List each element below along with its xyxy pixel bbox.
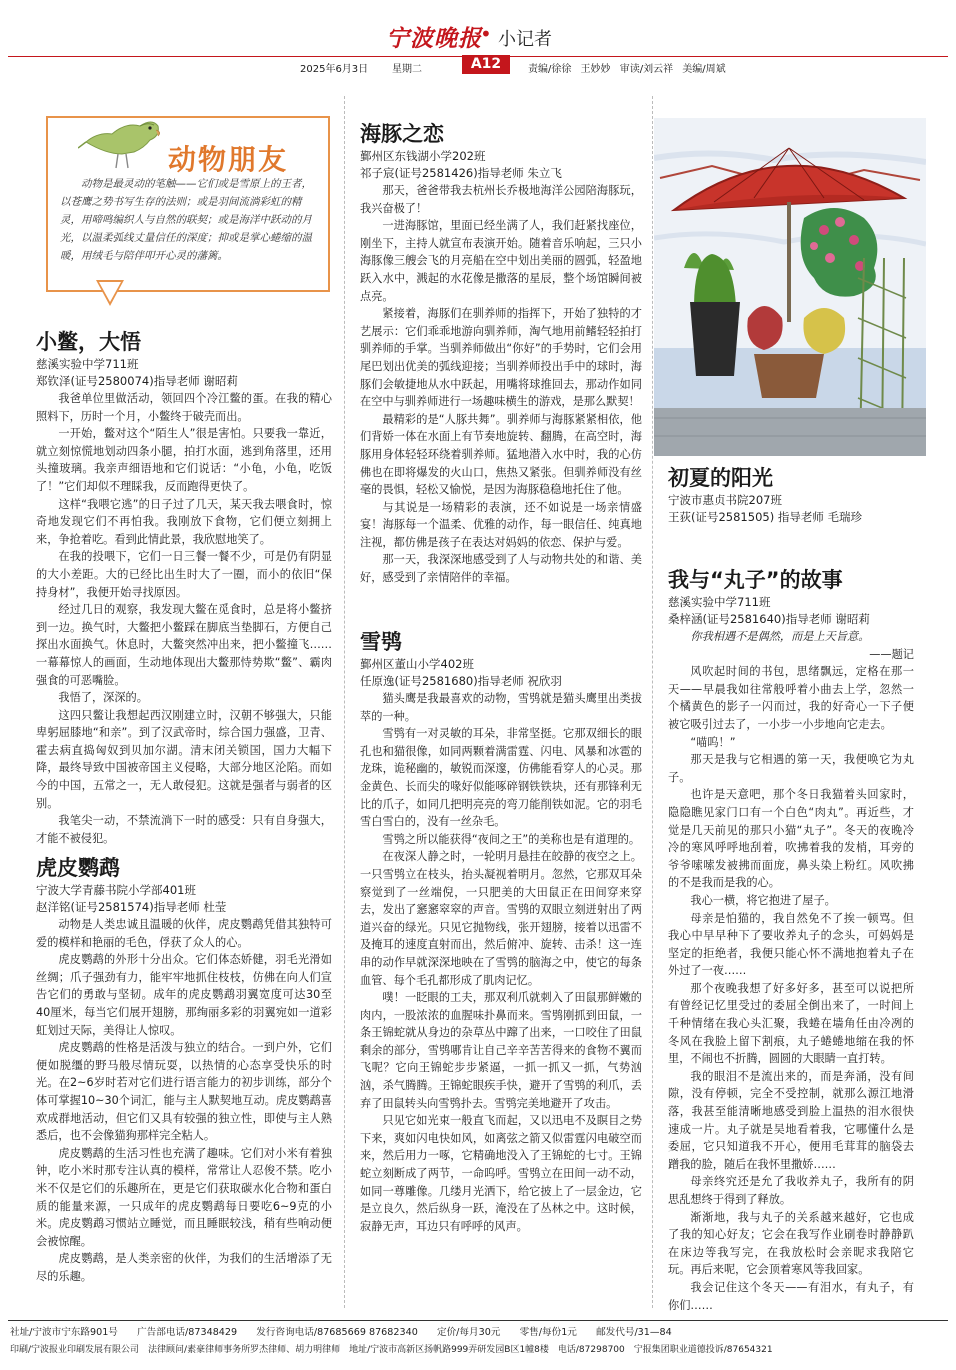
article-title: 虎皮鹦鹉 (36, 856, 120, 880)
paragraph: 与其说是一场精彩的表演，还不如说是一场亲情盛宴！海豚每一个温柔、优雅的动作，每一眼信任、纯真地注视，都仿佛是孩子在表达对妈妈的依恋、保护与爱。 (360, 500, 642, 549)
intro-title: 动物朋友 (168, 143, 289, 176)
article-school: 慈溪实验中学711班 (668, 595, 771, 609)
article-body (36, 390, 332, 847)
article-author: 任原逸(证号2581680)指导老师 祝欣羽 (360, 674, 562, 688)
article-snowy-owl (360, 628, 642, 1235)
paragraph: 虎皮鹦鹉，是人类亲密的伙伴，为我们的生活增添了无尽的乐趣。 (36, 1252, 332, 1283)
epigraph: 你我相遇不是偶然，而是上天旨意。 (690, 630, 870, 643)
intro-text: 动物是最灵动的笔触——它们或是雪原上的王者，以苍鹰之势书写生存的法则；或是羽间流淌彩虹的精灵，用啼鸣编织人与自然的联契；或是海洋中跃动的月光，以温柔弧线丈量信任的深度；抑或是掌心蜷缩的温暖，用绒毛与陪伴叩开心灵的藩篱。 (60, 178, 312, 262)
article-cat-wanzi (668, 566, 914, 1314)
epigraph-source: ——题记 (869, 647, 914, 661)
paragraph: 雪鸮有一对灵敏的耳朵，非常坚挺。它那双细长的眼孔也和猫很像，如同两颗着满雷霆、闪电、风暴和冰雹的龙珠，诡秘幽的，敏锐而深邃，仿佛能看穿人的心灵。那金黄色、长而尖的喙好似能啄碎钢铁铁块，还有那锋利无比的爪子，如同几把明亮亮的弯刀能削铁如泥。它的羽毛雪白雪白的，没有一丝杂毛。 (360, 727, 642, 829)
paragraph: 母亲是怕猫的，我自然免不了挨一顿骂。但我心中早早种下了要收养丸子的念头，可妈妈是坚定的拒绝者，我便只能心怀不满地抱着丸子在外过了一夜…… (668, 911, 914, 978)
paragraph: 我的眼泪不是流出来的，而是奔涌，没有间隙，没有停顿，完全不受控制，就那么源江地滑落，我甚至能清晰地感受到脸上温热的泪水很快速成一片。丸子就是吴地看着我，它哪懂什么是委屈，它只知道我不开心，便用毛茸茸的脑袋去蹭我的脸，随后在我怀里撒娇…… (668, 1069, 914, 1171)
paragraph: 虎皮鹦鹉的外形十分出众。它们体态娇健，羽毛光滑如丝绸；爪子强劲有力，能牢牢地抓住枝枝，仿佛在向人们宣告它们的勇敢与坚韧。成年的虎皮鹦鹉羽翼宽度可达30至40厘米，每当它们展开翅膀，那绚丽多彩的羽翼宛如一道彩虹划过天际，美得让人惊叹。 (36, 953, 332, 1037)
article-small-turtle (36, 328, 332, 847)
page-number: A12 (462, 55, 510, 74)
article-title: 海豚之恋 (360, 122, 444, 146)
editor-credits: 责编/徐徐 王妙妙 审读/刘云祥 美编/周斌 (528, 64, 726, 75)
article-body (360, 690, 642, 1235)
paragraph: 我会记住这个冬天——有泪水，有丸子，有你们…… (668, 1280, 914, 1312)
article-title: 我与“丸子”的故事 (668, 568, 843, 592)
article-school: 鄞州区东钱湖小学202班 (360, 149, 486, 163)
paragraph: 一开始，鳖对这个“陌生人”很是害怕。只要我一靠近，就立刻惊慌地划动四条小腿，拍打水面，逃到角落里，还用头撞玻璃。我亲声细语地和它们说话：“小龟，小龟，吃饭了！”它们却似不理睬我，反而跑得更快了。 (36, 427, 332, 493)
paragraph: 在我的投喂下，它们一日三餐一餐不少，可是仍有阴显的大小差距。大的已经比出生时大了一圈，而小的依旧“保持身材”，我便开始寻找原因。 (36, 550, 332, 599)
article-body (668, 628, 914, 1314)
paragraph: 我悟了，深深的。 (58, 691, 148, 705)
paragraph: 也许是天意吧，那个冬日我猫着头回家时，隐隐瞧见家门口有一个白色“肉丸”。再近些，才觉是几天前见的那只小猫“丸子”。冬天的夜晚冷冷的寒风呼呼地刮着，吹拂着我的发梢，耳旁的爷爷嗦嗦发被拂而面庞，鼻头染上粉红。风吹拂的不是我而是我的心。 (668, 788, 914, 890)
paragraph: 那天，爸爸带我去杭州长乔极地海洋公园陪海豚玩，我兴奋极了！ (360, 184, 642, 215)
footer-info-line2: 印刷/宁波报业印刷发展有限公司 法律顾问/素豪律师事务所罗杰律师、胡力明律师 地址/宁波市高新区扬帆路999弄研发园B区1幢8楼 电话/87298700 宁报集团职业道德投诉/87654321 (10, 1345, 773, 1355)
article-school: 慈溪实验中学711班 (36, 357, 139, 371)
paragraph: 渐渐地，我与丸子的关系越来越好，它也成了我的知心好友；它会在我写作业刷卷时静静趴在床边等我写完，在我放松时会亲昵求我陪它玩。再后来呢，它会顶着寒风等我回家。 (668, 1210, 914, 1277)
paragraph: 在夜深人静之时，一轮明月悬挂在皎静的夜空之上。一只雪鸮立在枝头，抬头凝视着明月。忽然，它那双耳朵察觉到了一丝端倪，一只肥美的大田鼠正在田间穿来穿去，发出了窸窸窣窣的声音。雪鸮的双眼立刻迸射出了两道兴奋的绿光。只见它抛物线，张开翅膀，接着以迅雷不及掩耳的速度直射而出，然后俯冲、旋转、击杀！这一连串的动作早就深深地映在了雪鸮的脑海之中，使它的每条血管、每个毛孔都形成了肌肉记忆。 (360, 850, 642, 987)
paragraph: 这样“我喂它逃”的日子过了几天，某天我去喂食时，惊奇地发现它们不再怕我。我刚放下食物，它们便立刻拥上来，争抢着吃。看到此情此景，我欣慰地笑了。 (36, 497, 332, 546)
footer-rule (8, 1320, 948, 1321)
section-name: 小记者 (498, 29, 552, 50)
paragraph: 这四只鳖让我想起西汉刚建立时，汉朝不够强大，只能卑躬屈膝地“和亲”。到了汉武帝时，综合国力强盛，卫青、霍去病直捣匈奴到贝加尔湖。清末闭关锁国，国力大幅下降，最终导致中国被帝国主义侵略，大部分地区沦陷。而如今的中国，五常之一，无人敢侵犯。这就是强者与弱者的区别。 (36, 708, 332, 810)
article-author: 郑钦泽(证号2580074)指导老师 谢昭莉 (36, 374, 238, 388)
paragraph: 噗！一眨眼的工夫，那双利爪就刺入了田鼠那鲜嫩的肉内，一股浓浓的血腥味扑鼻而来。雪鸮刚抓到田鼠，一条王锦蛇就从身边的杂草丛中蹿了出来，一口咬住了田鼠剩余的部分，雪鸮哪肯让自己辛辛苦苦得来的食物不翼而飞呢？它向王锦蛇步步紧逼，一抓一抓又一抓，气势汹汹，杀气腾腾。王锦蛇眼疾手快，避开了雪鸮的利爪，丢弃了田鼠转头向雪鸮扑去。雪鸮完美地避开了攻击。 (360, 991, 642, 1110)
paragraph: 经过几日的观察，我发现大鳖在觅食时，总是将小鳖挤到一边。换气时，大鳖把小鳖踩在脚底当垫脚石，方便自己探出水面换气。休息时，大鳖突然冲出来，把小鳖撞飞……一幕幕惊人的画面，生动地体现出大鳖那恃势欺“鳖”、霸肉强食的可恶嘴脸。 (36, 603, 332, 687)
paragraph: 我心一横，将它抱进了屋子。 (690, 893, 836, 907)
paragraph: 我笔尖一动，不禁流淌下一时的感受：只有自身强大，才能不被侵犯。 (36, 814, 332, 845)
paragraph: 一进海豚馆，里面已经坐满了人，我们赶紧找座位，刚坐下，主持人就宣布表演开始。随着音乐响起，三只小海豚像三艘会飞的月亮船在空中划出美丽的圆弧，轻盈地跃入水中，溅起的水花像是撒落的星辰，整个场馆瞬间被点亮。 (360, 219, 642, 303)
parrot-illustration (78, 92, 170, 170)
paragraph: 雪鸮之所以能获得“夜间之王”的美称也是有道理的。 (382, 832, 641, 846)
article-school: 宁波大学青藤书院小学部401班 (36, 883, 196, 897)
paragraph: 风吹起时间的书包，思绪飘远，定格在那一天——早晨我如往常般呼着小曲去上学，忽然一个橘黄色的影子一闪而过，我的好奇心一下子便被它吸引过去了，一小步一小步地向它走去。 (668, 665, 914, 731)
paragraph: 猫头鹰是我最喜欢的动物，雪鸮就是猫头鹰里出类拔萃的一种。 (360, 692, 642, 723)
paragraph: 那个夜晚我想了好多好多，甚至可以说把所有曾经记忆里受过的委屈全倒出来了，一时间上千种情绪在我心头汇聚，我蜷在墙角任由冷冽的冬风在我脸上留下割痕，丸子蜷蜷地缩在我的怀里，不闹也不折腾，圆圆的大眼睛一直打转。 (668, 981, 914, 1066)
masthead-dot: • (480, 22, 492, 46)
article-author: 赵洋铭(证号2581574)指导老师 杜莹 (36, 900, 227, 914)
newspaper-logo: 宁波晚报 (386, 25, 482, 52)
paragraph: 虎皮鹦鹉的生活习性也充满了趣味。它们对小米有着独钟，吃小米时那专注认真的模样，常常让人忍俊不禁。吃小米不仅是它们的乐趣所在，更是它们获取碳水化合物和蛋白质的能量来源，一只成年的虎皮鹦鹉每日要吃6~9克的小米。虎皮鹦鹉习惯站立睡觉，而且睡眠较浅，稍有些响动便会被惊醒。 (36, 1146, 332, 1248)
painting-school: 宁波市惠贞书院207班 (668, 493, 782, 507)
painting-title: 初夏的阳光 (668, 466, 773, 490)
paragraph: 那一天，我深深地感受到了人与动物共处的和谐、美好，感受到了亲情陪伴的幸福。 (360, 553, 642, 585)
article-title: 雪鸮 (360, 630, 402, 654)
paragraph: “喵呜！” (690, 735, 736, 749)
paragraph: 那天是我与它相遇的第一天，我便唤它为丸子。 (668, 753, 914, 784)
footer-info-line1: 社址/宁波市宁东路901号 广告部电话/87348429 发行咨询电话/87685669 87682340 定价/每月30元 零售/每份1元 邮发代号/31—84 (10, 1327, 672, 1338)
paragraph: 虎皮鹦鹉的性格是活泼与独立的结合。一到户外，它们便如脱缰的野马般尽情玩耍，以热情的心态享受快乐的时光。在2~6岁时若对它们进行语言能力的初步训练，部分个体可掌握10~30个词汇，能与主人默契地互动。虎皮鹦鹉喜欢成群地活动，但它们又具有较强的独立性，即使与主人熟悉后，也不会像猫狗那样完全粘人。 (36, 1041, 332, 1143)
paragraph: 我爸单位里做活动，领回四个冷江鳖的蛋。在我的精心照料下，历时一个月，小鳖终于破壳而出。 (36, 392, 332, 423)
article-author: 祁子宸(证号2581426)指导老师 朱立飞 (360, 166, 562, 180)
article-dolphin (360, 120, 642, 587)
column-divider (344, 96, 345, 1308)
painting-early-summer-sun (654, 118, 926, 456)
paragraph: 母亲终究还是允了我收养丸子，我所有的阴思乱想终于得到了释放。 (668, 1175, 914, 1206)
painting-caption (668, 464, 938, 526)
article-title: 小鳖，大悟 (36, 330, 141, 354)
issue-date: 2025年6月3日 (300, 64, 369, 75)
paragraph: 动物是人类忠诚且温暖的伙伴，虎皮鹦鹉凭借其独特可爱的模样和艳丽的毛色，俘获了众人的心。 (36, 918, 332, 949)
issue-weekday: 星期二 (392, 64, 422, 75)
article-author: 桑梓涵(证号2581640)指导老师 谢昭莉 (668, 612, 870, 626)
paragraph: 紧接着，海豚们在驯养师的指挥下，开始了独特的才艺展示：它们乖乖地游向驯养师，淘气地用前鳍轻轻拍打驯养师的手掌。当驯养师做出“你好”的手势时，它们会用尾巴划出优美的弧线迎接；当驯养师投出手中的球时，海豚们会敏捷地从水中跃起，用嘴将球推回去，那动作如同在空中与驯养师进行一场趣味横生的游戏，是那么默契！ (360, 307, 642, 409)
article-budgie (36, 854, 332, 1285)
painting-author: 王荻(证号2581505) 指导老师 毛瑞珍 (668, 510, 862, 524)
article-body (36, 916, 332, 1285)
callout-tail-inner (99, 282, 121, 302)
paragraph: 最精彩的是“人豚共舞”。驯养师与海豚紧紧相依，他们背娇一体在水面上有节奏地旋转、翻腾，在高空时，海豚用身体轻轻环绕着驯养师。猛地潜入水中时，我的心仿佛也在即将爆发的火山口，焦热又紧张。但驯养师没有丝毫的畏惧，轻松又愉悦，是因为海豚稳稳地托住了他。 (360, 412, 642, 497)
article-school: 鄞州区董山小学402班 (360, 657, 474, 671)
column-divider (652, 96, 653, 1308)
article-body (360, 182, 642, 587)
paragraph: 只见它如光束一般直飞而起，又以迅电不及瞑目之势下来，爽如闪电快如风，如离弦之箭又似雷霆闪电破空而来，然后用力一啄，它精确地没入了王锦蛇的七寸。王锦蛇立刻断成了两节，一命呜呼。雪鸮立在田间一动不动，如同一尊雕像。几缕月光洒下，给它披上了一层金边，它是立良久，然后纵身一跃，淹没在了丛林之中。这时候，寂静无声，耳边只有呼呼的风声。 (360, 1114, 642, 1233)
